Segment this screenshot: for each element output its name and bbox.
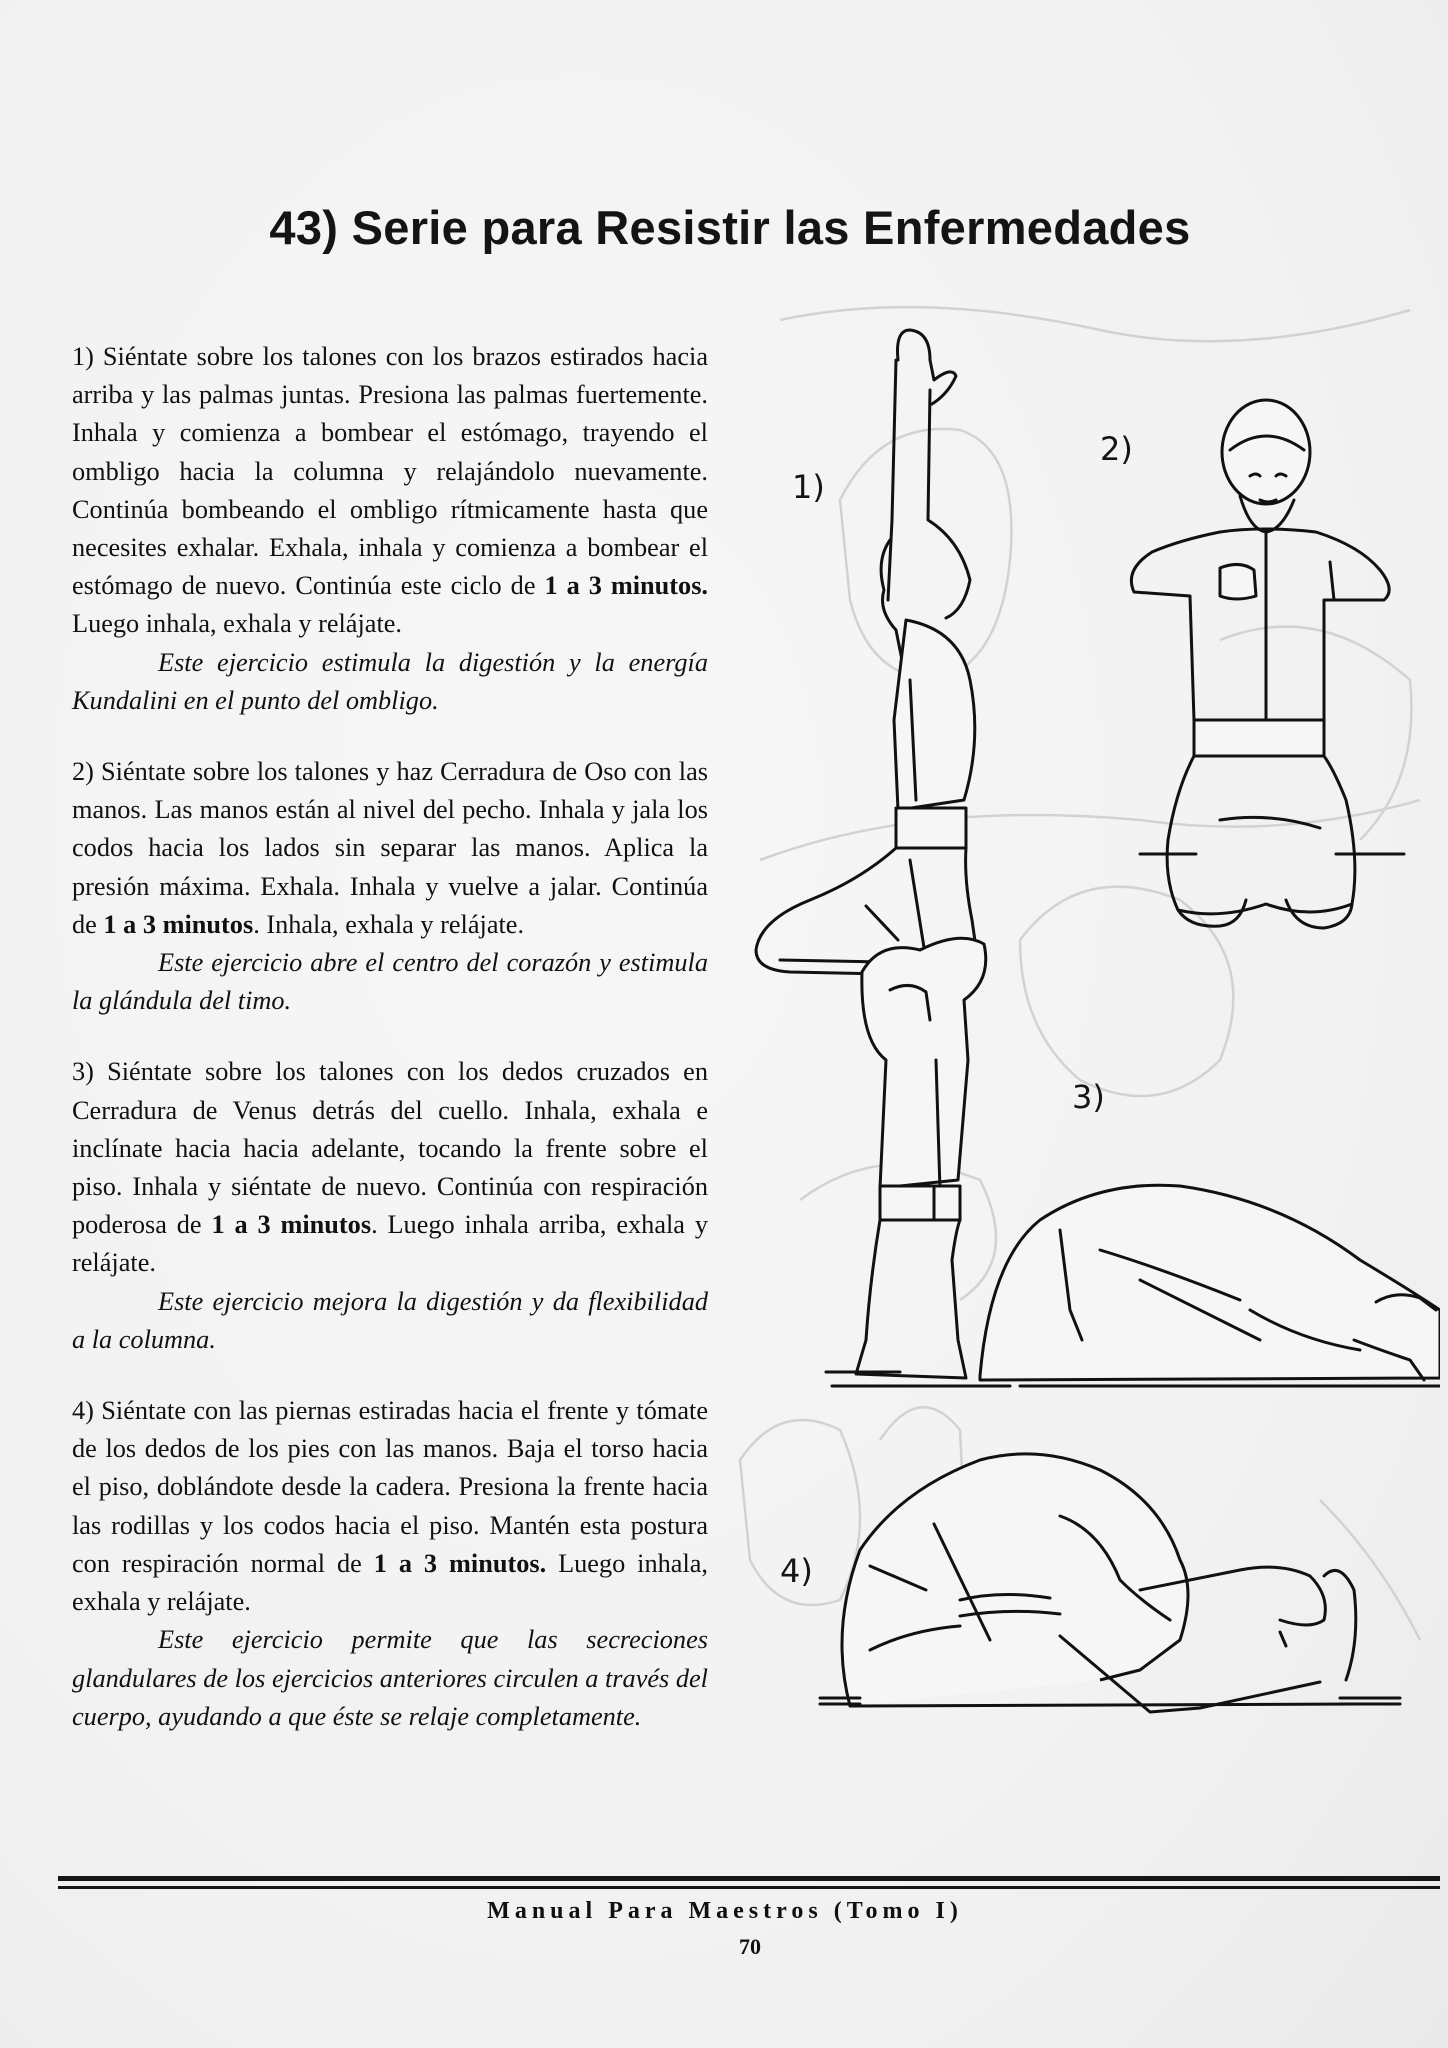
exercise-1-benefit: Este ejercicio estimula la digestión y la energía Kundalini en el punto del ombligo. (72, 647, 708, 715)
page-title: 43) Serie para Resistir las Enfermedades (269, 201, 1191, 254)
figure-3-label: 3) (1072, 1078, 1105, 1116)
figure-4-drawing (820, 1454, 1400, 1712)
figure-3-drawing (826, 938, 1440, 1386)
illustrations-panel (720, 300, 1440, 1760)
exercise-2-benefit: Este ejercicio abre el centro del corazón y estimula la glándula del timo. (72, 948, 708, 1016)
duration-text: 1 a 3 minutos (211, 1210, 372, 1240)
footer-rule-thin (58, 1886, 1440, 1889)
instruction-text: . Luego inhala arriba, exhala y relájate. (72, 1210, 708, 1278)
exercise-2-instructions (72, 753, 708, 944)
duration-text: 1 a 3 minutos (103, 909, 254, 939)
instruction-text: 1) Siéntate sobre los talones con los brazos estirados hacia arriba y las palmas juntas. Presiona las palmas fuertemente. Inhala y comienza a bombear el estómago, trayendo el ombligo hacia la columna y relajándolo nuevamente. Continúa bombeando el ombligo rítmicamente hasta que necesites exhalar. Exhala, inhala y comienza a bombear el estómago de nuevo. Continúa este ciclo de (72, 342, 708, 601)
instruction-text: . Inhala, exhala y relájate. (253, 909, 525, 939)
page-number: 70 (739, 1934, 761, 1959)
book-title: Manual Para Maestros (Tomo I) (487, 1898, 963, 1924)
exercise-3 (72, 1053, 708, 1359)
instruction-text: Luego inhala, exhala y relájate. (72, 609, 403, 639)
figure-2-label: 2) (1100, 430, 1133, 468)
figure-4-label: 4) (780, 1552, 813, 1590)
instruction-text: 3) Siéntate sobre los talones con los dedos cruzados en Cerradura de Venus detrás del cuello. Inhala, exhala e inclínate hacia hacia adelante, tocando la frente sobre el piso. Inhala y siéntate de nuevo. Continúa con respiración poderosa de (72, 1057, 708, 1240)
instruction-text: Luego inhala, exhala y relájate. (72, 1548, 708, 1617)
instruction-text: 4) Siéntate con las piernas estiradas hacia el frente y tómate de los dedos de los pies con las manos. Baja el torso hacia el piso, doblándote desde la cadera. Presiona la frente hacia las rodillas y los codos hacia el piso. Mantén esta postura con respiración normal de (72, 1396, 708, 1578)
figure-1-label: 1) (792, 468, 825, 506)
exercise-3-instructions (72, 1053, 708, 1282)
duration-text: 1 a 3 minutos. (544, 571, 708, 601)
figure-1-drawing (756, 330, 982, 976)
duration-text: 1 a 3 minutos. (373, 1548, 547, 1578)
exercise-text-column (72, 338, 708, 1769)
exercise-4-benefit: Este ejercicio permite que las secreciones glandulares de los ejercicios anteriores circulen a través del cuerpo, ayudando a que éste se relaje completamente. (72, 1625, 708, 1731)
figure-2-drawing (1131, 400, 1404, 928)
exercise-4 (72, 1392, 708, 1736)
exercise-2 (72, 753, 708, 1020)
footer-rule-thick (58, 1876, 1440, 1881)
exercise-1 (72, 338, 708, 720)
exercise-4-instructions (72, 1392, 708, 1621)
exercise-3-benefit: Este ejercicio mejora la digestión y da flexibilidad a la columna. (72, 1286, 708, 1354)
exercise-1-instructions (72, 338, 708, 644)
instruction-text: 2) Siéntate sobre los talones y haz Cerradura de Oso con las manos. Las manos están al nivel del pecho. Inhala y jala los codos hacia los lados sin separar las manos. Aplica la presión máxima. Exhala. Inhala y vuelve a jalar. Continúa de (72, 757, 708, 939)
bleed-through-sketches (720, 300, 1440, 1760)
